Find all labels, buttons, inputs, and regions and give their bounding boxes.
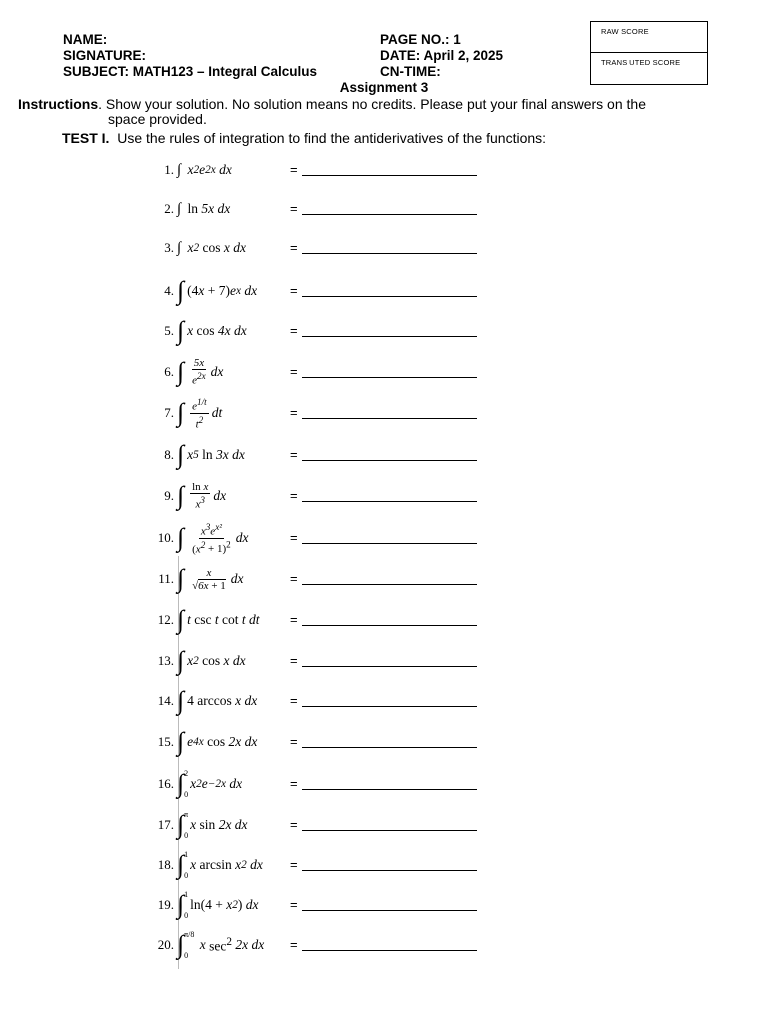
- problem-number: 10.: [157, 530, 174, 545]
- problem-7: [140, 396, 480, 431]
- integral-expression: ∫ 1 0 x arcsin x 2 dx: [177, 850, 263, 880]
- integral-expression: ∫ $\frac{x}{√6x + 1}$ dx: [177, 564, 244, 593]
- signature-label: SIGNATURE:: [63, 48, 146, 63]
- problem-11: [140, 564, 480, 594]
- problem-number: 17.: [157, 817, 174, 832]
- problem-19: [140, 890, 480, 920]
- equals-sign: =: [290, 240, 298, 255]
- problem-number: 19.: [157, 897, 174, 912]
- answer-line[interactable]: [302, 666, 477, 667]
- integral-expression: ∫ $\frac{e^{1/t}}{t^2}$ dt: [177, 396, 223, 431]
- integral-expression: ∫ π/8 0 x $\sec^2$ 2x dx: [177, 930, 265, 960]
- transmuted-score-label: TRANS UTED SCORE: [601, 58, 681, 67]
- problem-number: 2.: [164, 201, 174, 216]
- problem-10: [140, 521, 480, 556]
- equals-sign: =: [290, 201, 298, 216]
- problem-number: 6.: [164, 364, 174, 379]
- problem-1: [140, 155, 480, 185]
- integral-expression: ∫ 1 0 ln(4 + x 2 ) dx: [177, 890, 259, 920]
- integral-expression: ∫ x 2 e 2x dx: [177, 162, 232, 178]
- problem-number: 12.: [157, 612, 174, 627]
- problem-12: [140, 605, 480, 635]
- answer-line[interactable]: [302, 253, 477, 254]
- equals-sign: =: [290, 405, 298, 420]
- answer-line[interactable]: [302, 460, 477, 461]
- answer-line[interactable]: [302, 418, 477, 419]
- instructions: [18, 97, 748, 127]
- problem-20: [140, 930, 480, 960]
- name-label: NAME:: [63, 32, 108, 47]
- equals-sign: =: [290, 447, 298, 462]
- problem-18: [140, 850, 480, 880]
- problem-number: 3.: [164, 240, 174, 255]
- answer-line[interactable]: [302, 747, 477, 748]
- answer-line[interactable]: [302, 543, 477, 544]
- problem-5: [140, 316, 480, 346]
- integral-expression: ∫ e 4x cos 2x dx: [177, 727, 258, 756]
- answer-line[interactable]: [302, 214, 477, 215]
- subject-label: SUBJECT: MATH123 – Integral Calculus: [63, 64, 318, 79]
- problem-8: [140, 440, 480, 470]
- answer-line[interactable]: [302, 296, 477, 297]
- integral-expression: ∫ 4 arccos x dx: [177, 686, 258, 715]
- equals-sign: =: [290, 571, 298, 586]
- problem-number: 14.: [157, 693, 174, 708]
- answer-line[interactable]: [302, 870, 477, 871]
- equals-sign: =: [290, 488, 298, 503]
- problem-number: 18.: [157, 857, 174, 872]
- answer-line[interactable]: [302, 625, 477, 626]
- equals-sign: =: [290, 693, 298, 708]
- equals-sign: =: [290, 530, 298, 545]
- equals-sign: =: [290, 162, 298, 177]
- problem-number: 20.: [157, 937, 174, 952]
- raw-score-label: RAW SCORE: [591, 22, 707, 53]
- problem-number: 13.: [157, 653, 174, 668]
- integral-expression: ∫ x 5 ln 3x dx: [177, 440, 245, 469]
- instructions-label: Instructions: [18, 96, 99, 112]
- integral-expression: ∫ (4 x + 7) e x dx: [177, 276, 258, 305]
- problem-number: 15.: [157, 734, 174, 749]
- integral-expression: ∫ $\frac{\text{ln x}}{x^3}$ dx: [177, 481, 227, 511]
- answer-line[interactable]: [302, 501, 477, 502]
- equals-sign: =: [290, 283, 298, 298]
- problem-number: 11.: [158, 571, 174, 586]
- equals-sign: =: [290, 364, 298, 379]
- problem-number: 9.: [164, 488, 174, 503]
- problem-6: [140, 357, 480, 387]
- answer-line[interactable]: [302, 950, 477, 951]
- answer-line[interactable]: [302, 584, 477, 585]
- test-text: Use the rules of integration to find the antiderivatives of the functions:: [117, 130, 547, 146]
- integral-expression: ∫ $\frac{x^3e^{x^2}}{(x^2 + 1)^2}$ dx: [177, 521, 249, 556]
- integral-expression: ∫ 2 0 x 2 e −2x dx: [177, 769, 243, 799]
- equals-sign: =: [290, 323, 298, 338]
- integral-expression: ∫ π 0 x sin 2x dx: [177, 810, 248, 840]
- problem-2: [140, 194, 480, 224]
- date-label: DATE: April 2, 2025: [380, 48, 504, 63]
- problem-number: 8.: [164, 447, 174, 462]
- problem-15: [140, 727, 480, 757]
- problem-14: [140, 686, 480, 716]
- integral-expression: ∫ x 2 cos x dx: [177, 240, 246, 256]
- instructions-text-cont: space provided.: [108, 111, 207, 127]
- integral-expression: ∫ ln 5x dx: [177, 201, 231, 217]
- equals-sign: =: [290, 612, 298, 627]
- test-heading: [62, 130, 546, 146]
- cn-time-label: CN-TIME:: [380, 64, 441, 79]
- answer-line[interactable]: [302, 336, 477, 337]
- problem-number: 5.: [164, 323, 174, 338]
- integral-expression: ∫ $\frac{5x}{e^{2x}}$ dx: [177, 357, 224, 387]
- problem-16: [140, 769, 480, 799]
- equals-sign: =: [290, 734, 298, 749]
- problem-17: [140, 810, 480, 840]
- test-label: TEST I.: [62, 130, 110, 146]
- problem-4: [140, 276, 480, 306]
- problem-9: [140, 481, 480, 511]
- problem-number: 4.: [164, 283, 174, 298]
- score-box: [590, 21, 708, 85]
- problem-13: [140, 646, 480, 676]
- problem-number: 7.: [164, 405, 174, 420]
- problem-number: 1.: [164, 162, 174, 177]
- equals-sign: =: [290, 776, 298, 791]
- integral-expression: ∫ x 2 cos x dx: [177, 646, 246, 675]
- answer-line[interactable]: [302, 789, 477, 790]
- problem-3: [140, 233, 480, 263]
- equals-sign: =: [290, 897, 298, 912]
- page-title: Assignment 3: [339, 80, 429, 95]
- equals-sign: =: [290, 817, 298, 832]
- integral-expression: ∫ x cos 4x dx: [177, 316, 247, 345]
- answer-line[interactable]: [302, 910, 477, 911]
- answer-line[interactable]: [302, 175, 477, 176]
- answer-line[interactable]: [302, 706, 477, 707]
- equals-sign: =: [290, 937, 298, 952]
- instructions-text: . Show your solution. No solution means no credits. Please put your final answers on the: [98, 96, 646, 112]
- integral-expression: ∫ t csc t cot t dt: [177, 605, 260, 634]
- page-number: PAGE NO.: 1: [380, 32, 461, 47]
- problem-number: 16.: [157, 776, 174, 791]
- equals-sign: =: [290, 653, 298, 668]
- answer-line[interactable]: [302, 830, 477, 831]
- equals-sign: =: [290, 857, 298, 872]
- answer-line[interactable]: [302, 377, 477, 378]
